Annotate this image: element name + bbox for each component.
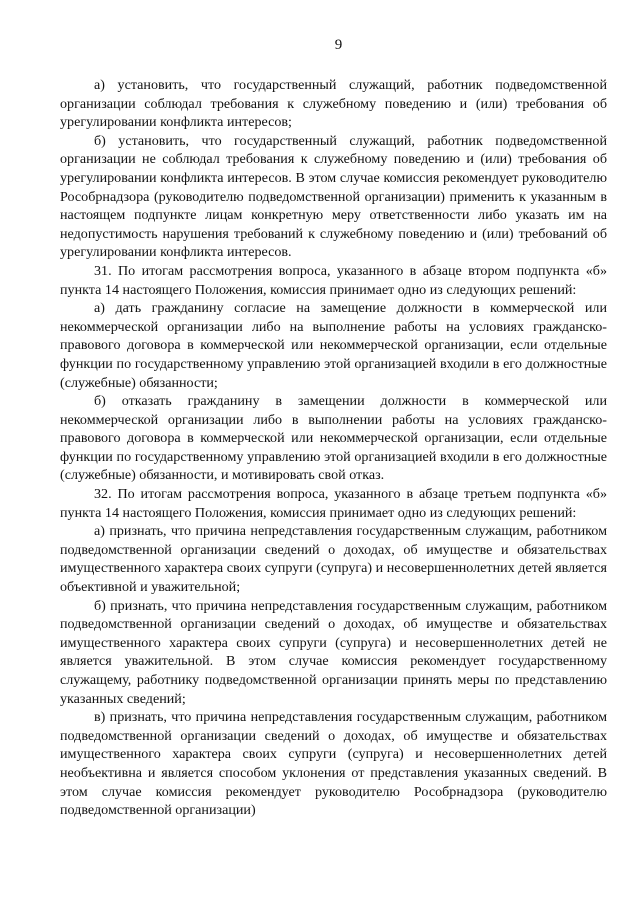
paragraph-31a: а) дать гражданину согласие на замещение должности в коммерческой или некоммерческой организации либо на выполнение работы на условиях гражданско-правового договора в коммерческой или некоммерческой организации, если отдельные функции по государственному управлению этой организацией входили в его должностные (служебные) обязанности;	[60, 300, 607, 391]
paragraph-32: 32. По итогам рассмотрения вопроса, указанного в абзаце третьем подпункта «б» пункта 14 настоящего Положения, комиссия принимает одно из следующих решений:	[60, 486, 607, 521]
paragraph-30a: а) установить, что государственный служащий, работник подведомственной организации соблюдал требования к служебному поведению и (или) требования об урегулировании конфликта интересов;	[60, 77, 607, 131]
paragraph-31: 31. По итогам рассмотрения вопроса, указанного в абзаце втором подпункта «б» пункта 14 настоящего Положения, комиссия принимает одно из следующих решений:	[60, 262, 607, 298]
paragraph-32b: б) признать, что причина непредставления государственным служащим, работником подведомственной организации сведений о доходах, об имуществе и обязательствах имущественного характера своих супруги (супруга) и несовершеннолетних детей не является уважительной. В этом случае комиссия рекомендует государственному служащему, работнику подведомственной организации принять меры по представлению указанных сведений;	[60, 597, 607, 707]
paragraph-30b: б) установить, что государственный служащий, работник подведомственной организации не соблюдал требования к служебному поведению и (или) требования об урегулировании конфликта интересов. В этом случае комиссия рекомендует руководителю Рособрнадзора (руководителю подведомственной организации) применить к указанным в настоящем подпункте лицам конкретную меру ответственности либо указать им на недопустимость нарушения требований к служебному поведению и (или) требований об урегулировании конфликта интересов.	[60, 132, 607, 261]
page-number: 9	[334, 37, 343, 53]
paragraph-32v: в) признать, что причина непредставления государственным служащим, работником подведомственной организации сведений о доходах, об имуществе и обязательствах имущественного характера своих супруги (супруга) и несовершеннолетних детей необъективна и является способом уклонения от представления указанных сведений. В этом случае комиссия рекомендует руководителю Рособрнадзора (руководителю подведомственной организации)	[60, 709, 607, 819]
paragraph-32a: а) признать, что причина непредставления государственным служащим, работником подведомственной организации сведений о доходах, об имуществе и обязательствах имущественного характера своих супруги (супруга) и несовершеннолетних детей является объективной и уважительной;	[60, 523, 607, 596]
paragraph-31b: б) отказать гражданину в замещении должности в коммерческой или некоммерческой организации либо в выполнении работы на условиях гражданско-правового договора в коммерческой или некоммерческой организации, если отдельные функции по государственному управлению этой организацией входили в его должностные (служебные) обязанности, и мотивировать свой отказ.	[60, 393, 607, 484]
